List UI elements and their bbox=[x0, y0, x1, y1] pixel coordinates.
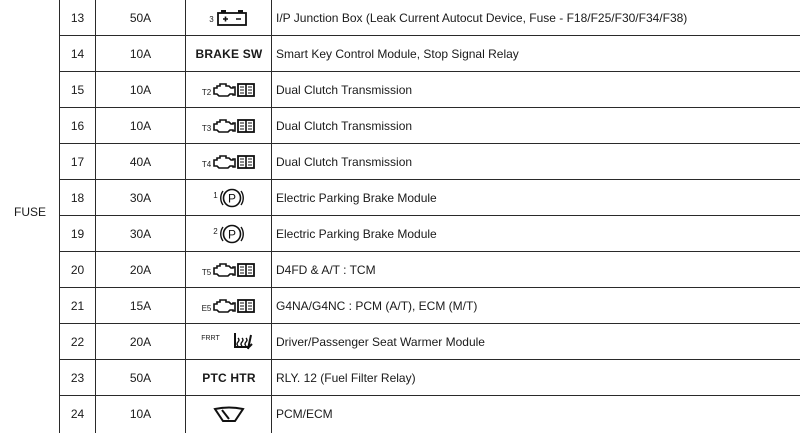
parking-brake-icon bbox=[213, 221, 244, 247]
section-label: FUSE bbox=[13, 205, 46, 219]
table-row bbox=[60, 288, 800, 324]
fuse-symbol bbox=[186, 180, 272, 216]
battery-icon-graphic bbox=[215, 9, 249, 27]
row-divider bbox=[59, 143, 800, 144]
circuit-description: Driver/Passenger Seat Warmer Module bbox=[276, 335, 485, 349]
fuse-number: 18 bbox=[70, 191, 85, 205]
table-row bbox=[60, 0, 800, 36]
row-divider bbox=[59, 179, 800, 180]
symbol-superscript: T4 bbox=[201, 160, 212, 169]
symbol-label: BRAKE SW bbox=[195, 47, 263, 61]
column-divider bbox=[185, 0, 186, 433]
circuit-description: G4NA/G4NC : PCM (A/T), ECM (M/T) bbox=[276, 299, 478, 313]
fuse-symbol bbox=[186, 324, 272, 360]
fuse-number: 24 bbox=[70, 407, 85, 421]
row-divider bbox=[59, 287, 800, 288]
symbol-superscript: T5 bbox=[201, 268, 212, 277]
fuse-symbol bbox=[186, 0, 272, 36]
table-row bbox=[60, 252, 800, 288]
fuse-rating: 10A bbox=[129, 407, 152, 421]
fuse-number: 22 bbox=[70, 335, 85, 349]
engine-book-icon-graphic bbox=[212, 262, 256, 278]
fuse-rating: 10A bbox=[129, 119, 152, 133]
fuse-symbol bbox=[186, 144, 272, 180]
table-row bbox=[60, 36, 800, 72]
symbol-superscript: 3 bbox=[209, 15, 214, 24]
engine-book-icon-graphic bbox=[212, 154, 256, 170]
table-row bbox=[60, 72, 800, 108]
circuit-description: Dual Clutch Transmission bbox=[276, 83, 413, 97]
row-divider bbox=[59, 107, 800, 108]
circuit-description: Electric Parking Brake Module bbox=[276, 227, 437, 241]
engine-book-icon bbox=[202, 154, 256, 170]
fuse-rating: 15A bbox=[129, 299, 152, 313]
fuse-rating: 30A bbox=[129, 191, 152, 205]
table-row bbox=[60, 360, 800, 396]
fuse-symbol bbox=[186, 108, 272, 144]
fuse-rating: 30A bbox=[129, 227, 152, 241]
circuit-description: Dual Clutch Transmission bbox=[276, 119, 413, 133]
table-row bbox=[60, 180, 800, 216]
battery-icon bbox=[209, 9, 248, 27]
fuse-symbol bbox=[186, 360, 272, 396]
circuit-description: Smart Key Control Module, Stop Signal Relay bbox=[276, 47, 519, 61]
fuse-number: 15 bbox=[70, 83, 85, 97]
fuse-symbol bbox=[186, 72, 272, 108]
fuse-symbol bbox=[186, 252, 272, 288]
circuit-description: D4FD & A/T : TCM bbox=[276, 263, 376, 277]
fuse-rating: 20A bbox=[129, 263, 152, 277]
column-divider bbox=[59, 0, 60, 433]
fuse-rating: 50A bbox=[129, 11, 152, 25]
engine-book-icon bbox=[202, 118, 256, 134]
wiper-icon-graphic bbox=[212, 405, 246, 423]
circuit-description: Dual Clutch Transmission bbox=[276, 155, 413, 169]
table-row bbox=[60, 108, 800, 144]
fuse-rating: 20A bbox=[129, 335, 152, 349]
column-divider bbox=[95, 0, 96, 433]
parking-brake-icon-graphic bbox=[219, 185, 245, 211]
fuse-rating: 50A bbox=[129, 371, 152, 385]
row-divider bbox=[59, 215, 800, 216]
symbol-superscript: 2 bbox=[213, 227, 218, 236]
fuse-number: 23 bbox=[70, 371, 85, 385]
engine-book-icon bbox=[202, 82, 256, 98]
table-row bbox=[60, 144, 800, 180]
fuse-number: 19 bbox=[70, 227, 85, 241]
wiper-icon bbox=[212, 405, 246, 423]
engine-book-icon bbox=[202, 298, 257, 314]
table-row bbox=[60, 396, 800, 432]
symbol-superscript: FRRT bbox=[201, 335, 220, 342]
circuit-description: I/P Junction Box (Leak Current Autocut Device, Fuse - F18/F25/F30/F34/F38) bbox=[276, 11, 688, 25]
row-divider bbox=[59, 251, 800, 252]
engine-book-icon bbox=[202, 262, 256, 278]
fuse-symbol bbox=[186, 36, 272, 72]
fuse-symbol bbox=[186, 216, 272, 252]
fuse-rating: 10A bbox=[129, 83, 152, 97]
fuse-number: 21 bbox=[70, 299, 85, 313]
fuse-number: 20 bbox=[70, 263, 85, 277]
engine-book-icon-graphic bbox=[212, 82, 256, 98]
fuse-number: 14 bbox=[70, 47, 85, 61]
table-row bbox=[60, 324, 800, 360]
symbol-superscript: T2 bbox=[201, 88, 212, 97]
column-divider bbox=[271, 0, 272, 433]
table-row bbox=[60, 216, 800, 252]
seat-warmer-icon-graphic bbox=[221, 329, 257, 355]
symbol-superscript: T3 bbox=[201, 124, 212, 133]
fuse-symbol bbox=[186, 288, 272, 324]
engine-book-icon-graphic bbox=[212, 118, 256, 134]
row-divider bbox=[59, 359, 800, 360]
row-divider bbox=[59, 71, 800, 72]
engine-book-icon-graphic bbox=[212, 298, 256, 314]
symbol-label: PTC HTR bbox=[202, 371, 256, 385]
symbol-superscript: E5 bbox=[201, 304, 212, 313]
row-divider bbox=[59, 395, 800, 396]
fuse-number: 17 bbox=[70, 155, 85, 169]
circuit-description: Electric Parking Brake Module bbox=[276, 191, 437, 205]
fuse-rating: 40A bbox=[129, 155, 152, 169]
circuit-description: RLY. 12 (Fuel Filter Relay) bbox=[276, 371, 416, 385]
seat-warmer-icon bbox=[201, 329, 257, 355]
row-divider bbox=[59, 35, 800, 36]
parking-brake-icon bbox=[213, 185, 244, 211]
svg-text:P: P bbox=[227, 191, 236, 206]
parking-brake-icon-graphic bbox=[219, 221, 245, 247]
fuse-number: 13 bbox=[70, 11, 85, 25]
symbol-superscript: 1 bbox=[213, 191, 218, 200]
circuit-description: PCM/ECM bbox=[276, 407, 333, 421]
fuse-number: 16 bbox=[70, 119, 85, 133]
svg-text:P: P bbox=[227, 227, 236, 242]
fuse-rating: 10A bbox=[129, 47, 152, 61]
row-divider bbox=[59, 323, 800, 324]
fuse-symbol bbox=[186, 396, 272, 432]
